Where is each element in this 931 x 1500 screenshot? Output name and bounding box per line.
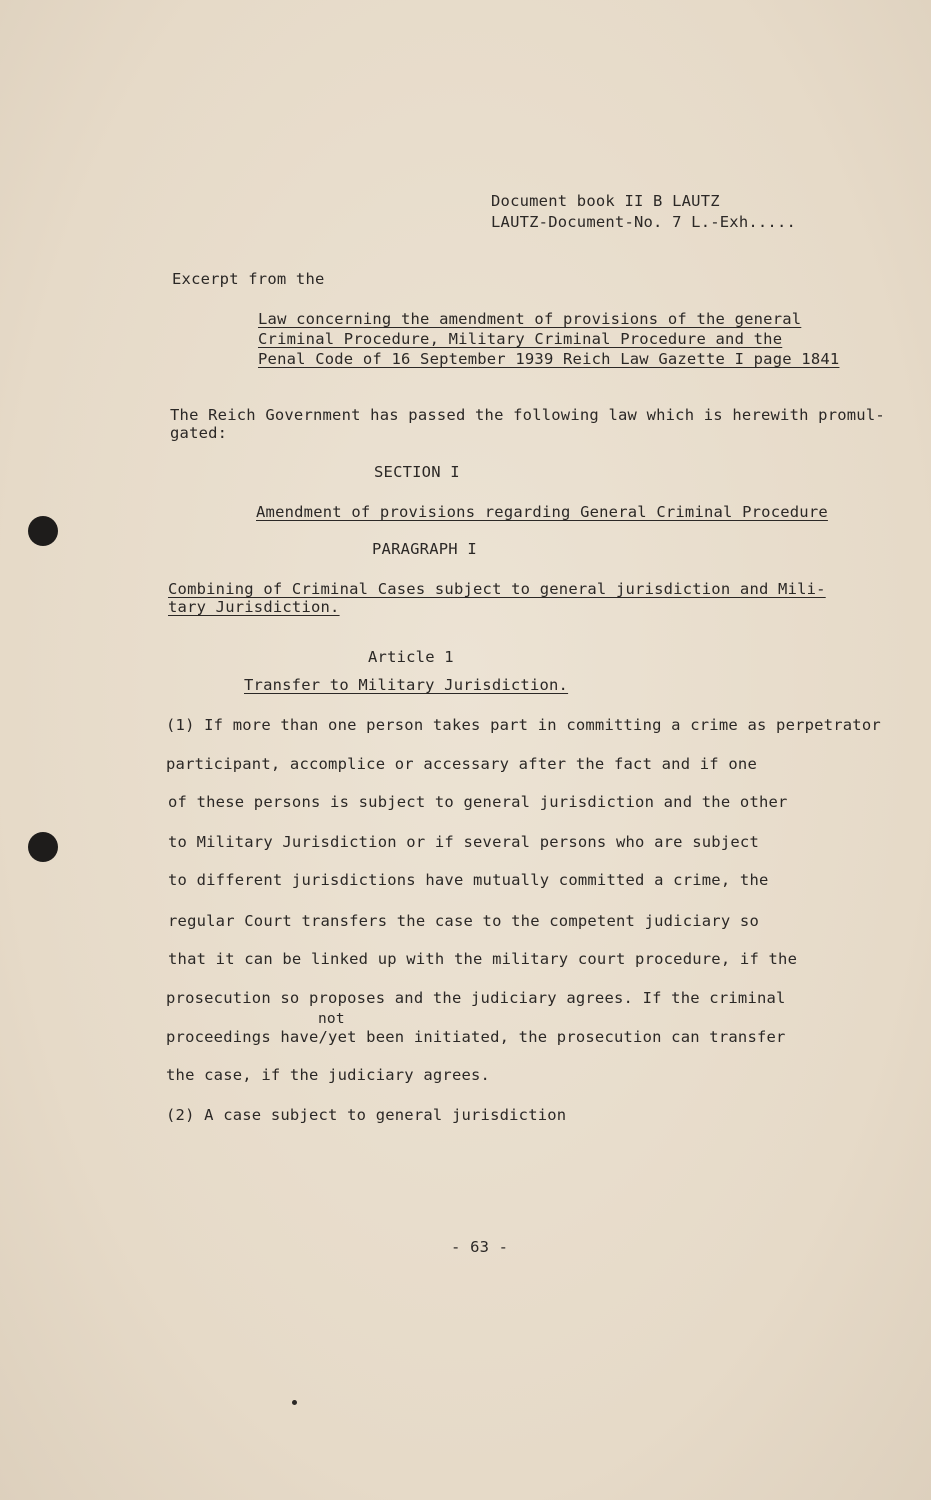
intro-text: Excerpt from the: [172, 270, 325, 288]
body-line-7: that it can be linked up with the military court procedure, if the: [168, 950, 798, 968]
header-document-book: Document book II B LAUTZ: [491, 192, 720, 210]
body-line-10: the case, if the judiciary agrees.: [166, 1066, 491, 1084]
preamble-line-1: The Reich Government has passed the following law which is herewith promul-: [170, 406, 885, 424]
punch-hole-lower: [28, 832, 58, 862]
body-line-4: to Military Jurisdiction or if several persons who are subject: [168, 833, 759, 851]
paragraph-heading: PARAGRAPH I: [372, 540, 477, 558]
header-document-number: LAUTZ-Document-No. 7 L.-Exh.....: [491, 213, 797, 231]
body-line-2: participant, accomplice or accessary after the fact and if one: [166, 755, 757, 773]
paragraph-title-line-2: tary Jurisdiction.: [168, 598, 340, 616]
law-title-line-2: Criminal Procedure, Military Criminal Procedure and the: [258, 330, 783, 348]
preamble-line-2: gated:: [170, 424, 228, 442]
paragraph-title-line-1: Combining of Criminal Cases subject to general jurisdiction and Mili-: [168, 580, 826, 598]
body-line-6: regular Court transfers the case to the competent judiciary so: [168, 912, 759, 930]
law-title-line-1: Law concerning the amendment of provisions of the general: [258, 310, 802, 328]
body-line-1: (1) If more than one person takes part in committing a crime as perpetrator: [166, 716, 881, 734]
body-line-3: of these persons is subject to general jurisdiction and the other: [168, 793, 788, 811]
body-line-5: to different jurisdictions have mutually committed a crime, the: [168, 871, 769, 889]
section-heading: SECTION I: [374, 463, 460, 481]
law-title-line-3: Penal Code of 16 September 1939 Reich Law Gazette I page 1841: [258, 350, 840, 368]
paper-speck: [292, 1400, 297, 1405]
article-heading: Article 1: [368, 648, 454, 666]
page-number: - 63 -: [451, 1238, 509, 1256]
article-title: Transfer to Military Jurisdiction.: [244, 676, 569, 694]
body-line-11: (2) A case subject to general jurisdiction: [166, 1106, 567, 1124]
section-title: Amendment of provisions regarding General Criminal Procedure: [256, 503, 828, 521]
insertion-not: not: [318, 1011, 345, 1027]
punch-hole-upper: [28, 516, 58, 546]
body-line-8: prosecution so proposes and the judiciary agrees. If the criminal: [166, 989, 786, 1007]
body-line-9: proceedings have/yet been initiated, the prosecution can transfer: [166, 1028, 786, 1046]
